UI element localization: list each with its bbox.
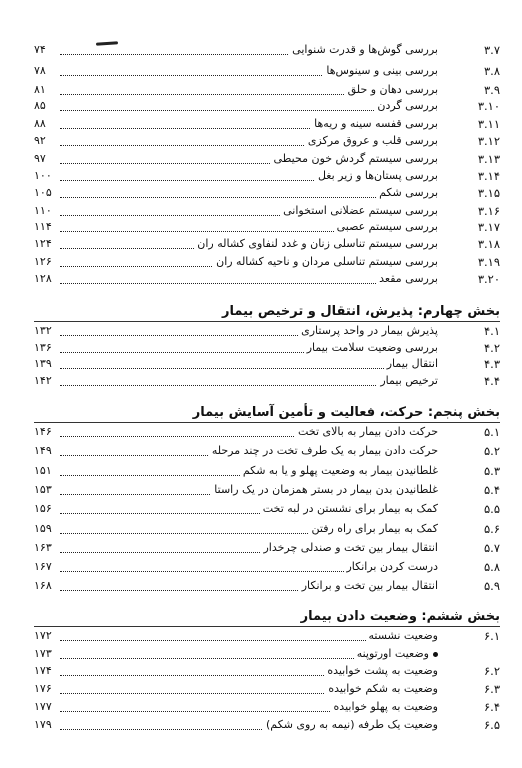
entry-title: انتقال بیمار <box>384 357 438 371</box>
entry-number: ۴.۴ <box>483 374 500 388</box>
entry-number: ۳.۱۱ <box>477 117 500 131</box>
entry-number: ۳.۹ <box>483 83 500 97</box>
toc-entry <box>34 134 500 148</box>
toc-entry <box>34 522 500 536</box>
toc-entry <box>34 700 500 714</box>
entry-page: ۱۵۹ <box>34 522 52 535</box>
entry-page: ۱۵۳ <box>34 483 52 496</box>
toc-entry <box>34 64 500 78</box>
entry-page: ۱۶۸ <box>34 579 52 592</box>
toc-entry <box>34 83 500 97</box>
entry-title: بررسی سیستم عضلانی استخوانی <box>280 204 438 218</box>
entry-page: ۱۲۶ <box>34 255 52 268</box>
bullet-icon <box>433 652 438 657</box>
entry-page: ۱۷۷ <box>34 700 52 713</box>
toc-entry <box>34 444 500 458</box>
entry-page: ۱۴۶ <box>34 425 52 438</box>
entry-number: ۳.۸ <box>483 64 500 78</box>
entry-page: ۸۸ <box>34 117 46 130</box>
entry-number: ۳.۱۴ <box>477 169 500 183</box>
toc-entry <box>34 425 500 439</box>
entry-number: ۳.۲۰ <box>477 272 500 286</box>
entry-title: بررسی شکم <box>376 186 438 200</box>
toc-entry <box>34 204 500 218</box>
entry-page: ۹۷ <box>34 152 46 165</box>
entry-title: بررسی بینی و سینوس‌ها <box>323 64 438 78</box>
toc-entry <box>34 255 500 269</box>
entry-number: ۶.۲ <box>483 664 500 678</box>
toc-entry <box>34 99 500 113</box>
entry-page: ۱۷۲ <box>34 629 52 642</box>
entry-number: ۳.۱۶ <box>477 204 500 218</box>
entry-number: ۵.۱ <box>483 425 500 439</box>
section-heading: بخش چهارم: پذیرش، انتقال و ترخیص بیمار <box>222 304 500 319</box>
entry-title: غلطانیدن بیمار به وضعیت پهلو و یا به شکم <box>240 464 438 478</box>
entry-title: بررسی دهان و حلق <box>345 83 438 97</box>
entry-number: ۳.۱۲ <box>477 134 500 148</box>
entry-page: ۱۱۰ <box>34 204 52 217</box>
toc-entry <box>34 186 500 200</box>
toc-entry <box>34 272 500 286</box>
toc-entry <box>34 152 500 166</box>
entry-page: ۱۷۹ <box>34 718 52 731</box>
entry-number: ۴.۳ <box>483 357 500 371</box>
toc-entry <box>34 324 500 338</box>
toc-entry <box>34 237 500 251</box>
entry-number: ۶.۱ <box>483 629 500 643</box>
entry-title: وضعیت به شکم خوابیده <box>325 682 438 696</box>
toc-entry <box>34 682 500 696</box>
entry-title: بررسی سیستم گردش خون محیطی <box>270 152 438 166</box>
toc-entry <box>34 220 500 234</box>
entry-page: ۱۳۶ <box>34 341 52 354</box>
entry-page: ۱۳۹ <box>34 357 52 370</box>
toc-entry <box>34 374 500 388</box>
entry-number: ۳.۱۰ <box>477 99 500 113</box>
entry-page: ۱۶۷ <box>34 560 52 573</box>
entry-title: پذیرش بیمار در واحد پرستاری <box>298 324 438 338</box>
entry-number: ۳.۷ <box>483 43 500 57</box>
entry-number: ۶.۴ <box>483 700 500 714</box>
entry-page: ۱۲۸ <box>34 272 52 285</box>
entry-number: ۵.۳ <box>483 464 500 478</box>
entry-page: ۷۸ <box>34 64 46 77</box>
section-rule <box>34 626 500 627</box>
entry-page: ۱۰۰ <box>34 169 52 182</box>
section-heading: بخش پنجم: حرکت، فعالیت و تأمین آسایش بیمار <box>192 405 500 420</box>
entry-title: بررسی قفسه سینه و ریه‌ها <box>311 117 438 131</box>
toc-entry <box>34 541 500 555</box>
toc-entry <box>34 464 500 478</box>
entry-title: وضعیت اورتوپنه <box>354 647 438 661</box>
toc-entry <box>34 647 500 661</box>
entry-title: حرکت دادن بیمار به بالای تخت <box>295 425 438 439</box>
entry-title: وضعیت به پشت خوابیده <box>324 664 438 678</box>
entry-page: ۱۱۴ <box>34 220 52 233</box>
entry-number: ۳.۱۷ <box>477 220 500 234</box>
entry-title: غلطانیدن بدن بیمار در بستر همزمان در یک راستا <box>211 483 438 497</box>
section-heading: بخش ششم: وضعیت دادن بیمار <box>300 609 500 624</box>
entry-number: ۴.۲ <box>483 341 500 355</box>
entry-number: ۳.۱۵ <box>477 186 500 200</box>
entry-title: بررسی گوش‌ها و قدرت شنوایی <box>289 43 438 57</box>
entry-page: ۱۴۹ <box>34 444 52 457</box>
entry-page: ۸۵ <box>34 99 46 112</box>
entry-page: ۱۵۶ <box>34 502 52 515</box>
entry-number: ۵.۶ <box>483 522 500 536</box>
entry-title: وضعیت به پهلو خوابیده <box>331 700 438 714</box>
entry-title: بررسی مقعد <box>376 272 438 286</box>
entry-title: بررسی گردن <box>374 99 438 113</box>
entry-title: بررسی سیستم عصبی <box>334 220 438 234</box>
toc-entry <box>34 502 500 516</box>
entry-number: ۵.۹ <box>483 579 500 593</box>
entry-title: بررسی سیستم تناسلی زنان و غدد لنفاوی کشاله ران <box>194 237 438 251</box>
toc-entry <box>34 579 500 593</box>
entry-title: بررسی وضعیت سلامت بیمار <box>304 341 438 355</box>
toc-entry <box>34 629 500 643</box>
entry-title: وضعیت یک طرفه (نیمه به روی شکم) <box>263 718 438 732</box>
entry-number: ۵.۲ <box>483 444 500 458</box>
toc-entry <box>34 483 500 497</box>
entry-title: انتقال بیمار بین تخت و برانکار <box>299 579 438 593</box>
entry-page: ۱۵۱ <box>34 464 52 477</box>
toc-entry <box>34 341 500 355</box>
section-rule <box>34 422 500 423</box>
entry-page: ۱۴۲ <box>34 374 52 387</box>
entry-page: ۱۶۳ <box>34 541 52 554</box>
toc-entry <box>34 43 500 57</box>
entry-number: ۳.۱۸ <box>477 237 500 251</box>
entry-page: ۱۲۴ <box>34 237 52 250</box>
entry-title: حرکت دادن بیمار به یک طرف تخت در چند مرحله <box>209 444 438 458</box>
entry-page: ۹۲ <box>34 134 46 147</box>
entry-title: بررسی قلب و عروق مرکزی <box>305 134 438 148</box>
entry-page: ۱۰۵ <box>34 186 52 199</box>
entry-number: ۶.۵ <box>483 718 500 732</box>
entry-page: ۱۷۶ <box>34 682 52 695</box>
entry-page: ۷۴ <box>34 43 46 56</box>
toc-entry <box>34 117 500 131</box>
entry-page: ۱۳۲ <box>34 324 52 337</box>
entry-number: ۵.۸ <box>483 560 500 574</box>
entry-page: ۱۷۴ <box>34 664 52 677</box>
toc-entry <box>34 169 500 183</box>
toc-entry <box>34 718 500 732</box>
entry-number: ۳.۱۳ <box>477 152 500 166</box>
entry-title: بررسی سیستم تناسلی مردان و ناحیه کشاله ران <box>213 255 438 269</box>
toc-entry <box>34 357 500 371</box>
entry-title: درست کردن برانکار <box>344 560 439 574</box>
toc-entry <box>34 560 500 574</box>
entry-number: ۴.۱ <box>483 324 500 338</box>
entry-number: ۶.۳ <box>483 682 500 696</box>
entry-number: ۳.۱۹ <box>477 255 500 269</box>
entry-title: وضعیت نشسته <box>366 629 438 643</box>
entry-page: ۸۱ <box>34 83 46 96</box>
entry-title: کمک به بیمار برای نشستن در لبه تخت <box>260 502 438 516</box>
entry-title: انتقال بیمار بین تخت و صندلی چرخدار <box>260 541 438 555</box>
entry-number: ۵.۴ <box>483 483 500 497</box>
entry-title: کمک به بیمار برای راه رفتن <box>309 522 438 536</box>
entry-number: ۵.۵ <box>483 502 500 516</box>
entry-title: بررسی پستان‌ها و زیر بغل <box>315 169 438 183</box>
entry-title: ترخیص بیمار <box>377 374 438 388</box>
entry-page: ۱۷۳ <box>34 647 52 660</box>
toc-entry <box>34 664 500 678</box>
entry-number: ۵.۷ <box>483 541 500 555</box>
section-rule <box>34 321 500 322</box>
